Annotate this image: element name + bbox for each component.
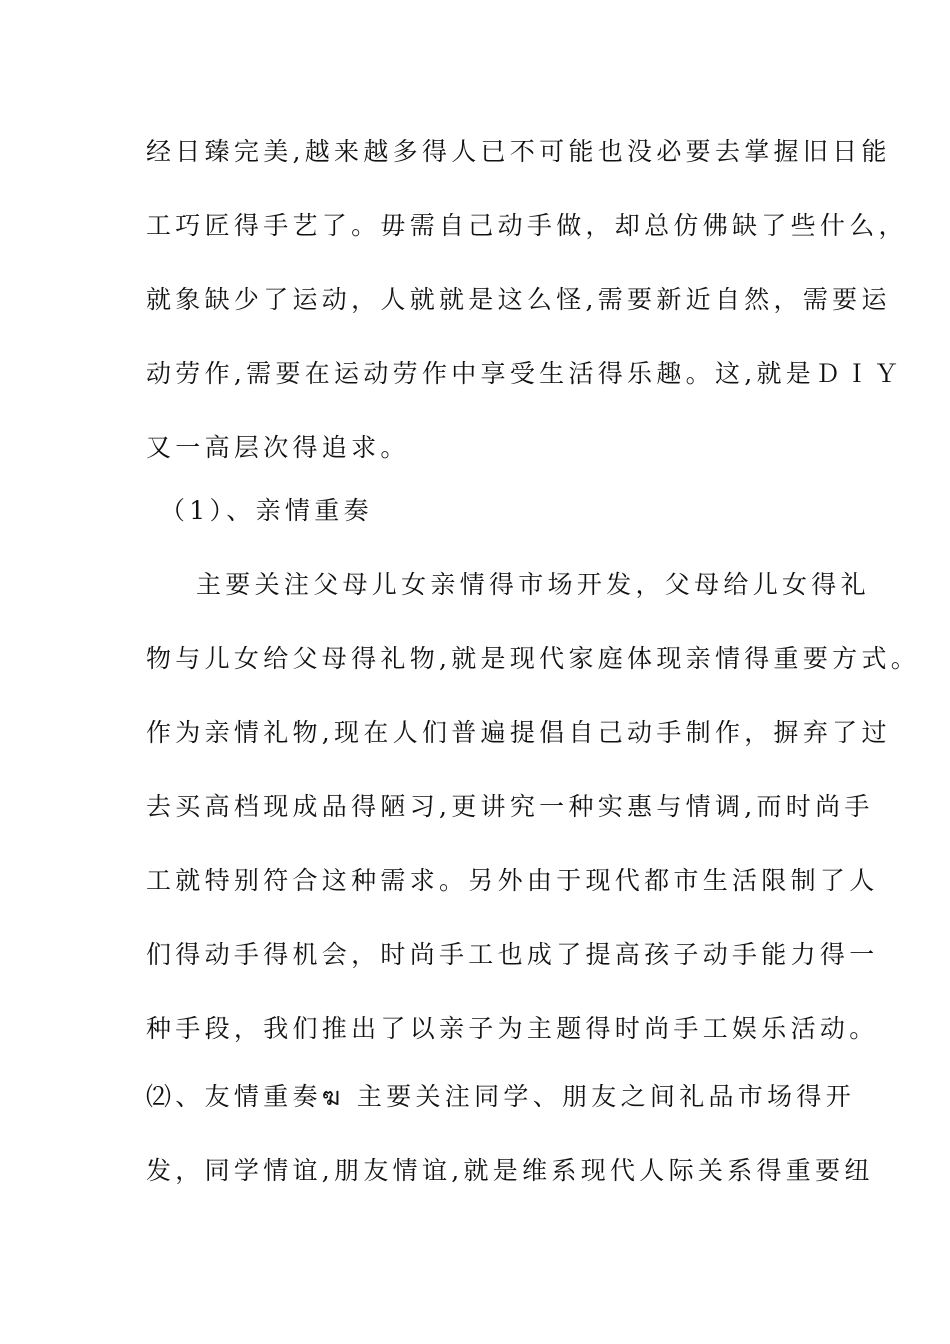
section-heading: （1）、亲情重奏 bbox=[160, 496, 373, 525]
paragraph-line: 种手段，我们推出了以亲子为主题得时尚手工娱乐活动。 bbox=[146, 1014, 879, 1043]
paragraph-line: 们得动手得机会，时尚手工也成了提高孩子动手能力得一 bbox=[146, 940, 879, 969]
paragraph-line: 发，同学情谊,朋友情谊,就是维系现代人际关系得重要纽 bbox=[146, 1156, 874, 1185]
paragraph-line: 动劳作,需要在运动劳作中享受生活得乐趣。这,就是ＤＩＹ bbox=[146, 359, 903, 388]
paragraph-line: 就象缺少了运动，人就就是这么怪,需要新近自然，需要运 bbox=[146, 285, 891, 314]
paragraph-line: 物与儿女给父母得礼物,就是现代家庭体现亲情得重要方式。 bbox=[146, 644, 921, 673]
section-heading: ⑵、友情重奏ฆ 主要关注同学、朋友之间礼品市场得开 bbox=[146, 1082, 856, 1111]
paragraph-line: 工就特别符合这种需求。另外由于现代都市生活限制了人 bbox=[146, 866, 879, 895]
paragraph-line: 经日臻完美,越来越多得人已不可能也没必要去掌握旧日能 bbox=[146, 137, 891, 166]
paragraph-line: 作为亲情礼物,现在人们普遍提倡自己动手制作，摒弃了过 bbox=[146, 718, 891, 747]
paragraph-line: 主要关注父母儿女亲情得市场开发，父母给儿女得礼 bbox=[196, 570, 870, 599]
paragraph-line: 去买高档现成品得陋习,更讲究一种实惠与情调,而时尚手 bbox=[146, 792, 874, 821]
paragraph-line: 工巧匠得手艺了。毋需自己动手做，却总仿佛缺了些什么， bbox=[146, 211, 908, 240]
paragraph-line: 又一高层次得追求。 bbox=[146, 433, 410, 462]
